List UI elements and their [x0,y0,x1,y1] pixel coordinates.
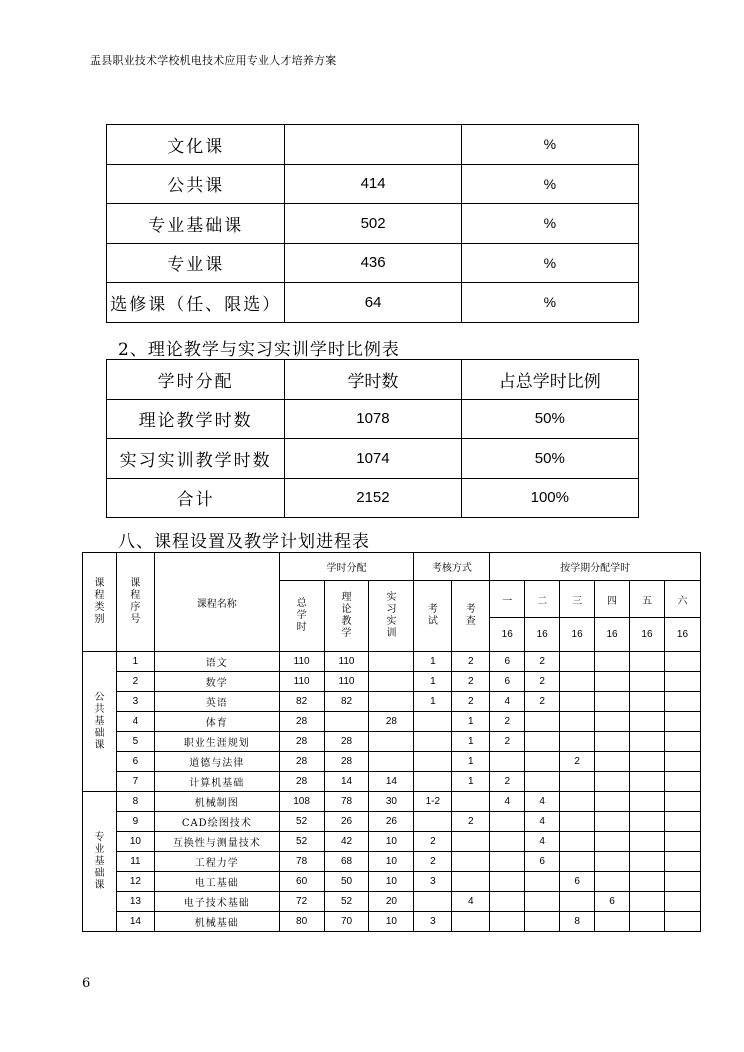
semester-hours-cell: 4 [490,792,525,812]
percent-cell: % [461,164,638,204]
table-row [107,243,639,283]
semester-hours-cell: 2 [525,692,560,712]
check-cell: 1 [452,772,490,792]
total-hours-cell: 28 [279,752,324,772]
hours-cell: 436 [285,243,461,283]
seq-cell: 2 [116,672,154,692]
practice-hours-cell: 28 [369,712,414,732]
weeks-cell: 16 [525,618,560,652]
exam-cell [414,772,452,792]
exam-cell [414,812,452,832]
seq-cell: 10 [116,832,154,852]
exam-header [414,581,452,652]
practice-hours-cell: 14 [369,772,414,792]
practice-hours-cell [369,652,414,672]
weeks-cell: 16 [630,618,665,652]
seq-header [116,553,154,652]
course-name-cell: 数学 [154,672,279,692]
semester-hours-cell [560,712,595,732]
semester-hours-cell [595,672,630,692]
course-name-header: 课程名称 [154,553,279,652]
semester-hours-cell [595,792,630,812]
table-row [107,164,639,204]
course-type-cell: 公共课 [107,164,285,204]
semester-hours-cell: 2 [525,652,560,672]
hours-cell: 2152 [285,478,461,518]
page-number: 6 [82,976,91,991]
seq-cell: 7 [116,772,154,792]
semester-hours-cell [630,912,665,932]
percent-cell: % [461,125,638,165]
semester-hours-cell [490,832,525,852]
theory-hours-cell: 110 [324,672,369,692]
semester-group-header: 按学期分配学时 [490,553,701,581]
course-name-cell: CAD绘图技术 [154,812,279,832]
total-hours-cell: 82 [279,692,324,712]
semester-hours-cell [595,692,630,712]
total-hours-cell: 110 [279,652,324,672]
total-hours-cell: 52 [279,812,324,832]
semester-hours-cell [664,912,700,932]
semester-hours-cell [560,692,595,712]
semester-header: 一 [490,581,525,618]
ratio-cell: 50% [461,439,638,479]
seq-cell: 13 [116,892,154,912]
practice-hours-cell [369,672,414,692]
semester-hours-cell [630,732,665,752]
semester-hours-cell [664,872,700,892]
semester-hours-cell [595,772,630,792]
hours-cell: 64 [285,283,461,323]
table-row [107,283,639,323]
semester-hours-cell [525,912,560,932]
practice-hours-cell: 10 [369,832,414,852]
category-cell [83,652,117,792]
semester-hours-cell [560,792,595,812]
theory-hours-cell: 52 [324,892,369,912]
semester-header: 四 [595,581,630,618]
semester-hours-cell [560,652,595,672]
semester-hours-cell [664,772,700,792]
exam-cell: 1-2 [414,792,452,812]
table-row [107,478,639,518]
vertical-text: 理 论 教 学 [341,592,352,639]
course-schedule-table [82,552,701,932]
semester-hours-cell: 6 [595,892,630,912]
total-hours-cell: 78 [279,852,324,872]
total-hours-cell: 60 [279,872,324,892]
vertical-text: 公 共 基 础 课 [94,691,105,751]
semester-hours-cell [630,672,665,692]
table-row [83,812,701,832]
semester-hours-cell [490,812,525,832]
header-cell: 占总学时比例 [461,360,638,400]
total-hours-cell: 28 [279,712,324,732]
vertical-text: 考 试 [427,604,438,627]
semester-hours-cell [664,832,700,852]
assess-group-header: 考核方式 [414,553,490,581]
table-row [107,439,639,479]
course-name-cell: 电工基础 [154,872,279,892]
practice-hours-cell: 30 [369,792,414,812]
table-row [83,712,701,732]
exam-cell: 1 [414,652,452,672]
semester-hours-cell [490,752,525,772]
course-name-cell: 互换性与测量技术 [154,832,279,852]
percent-cell: % [461,204,638,244]
semester-hours-cell [525,712,560,732]
semester-hours-cell: 4 [525,812,560,832]
semester-hours-cell [490,852,525,872]
table-row [107,399,639,439]
hours-cell: 1078 [285,399,461,439]
exam-cell: 2 [414,852,452,872]
theory-hours-cell: 28 [324,732,369,752]
seq-cell: 12 [116,872,154,892]
check-cell: 2 [452,812,490,832]
semester-hours-cell [560,852,595,872]
semester-hours-cell [560,832,595,852]
check-cell [452,852,490,872]
ratio-cell: 100% [461,478,638,518]
course-name-cell: 道德与法律 [154,752,279,772]
check-cell: 1 [452,732,490,752]
semester-hours-cell [630,712,665,732]
exam-cell: 1 [414,672,452,692]
practice-hours-cell: 26 [369,812,414,832]
semester-hours-cell [630,772,665,792]
category-cell [83,792,117,932]
percent-cell: % [461,243,638,283]
table-row [107,204,639,244]
table-row [83,672,701,692]
total-hours-cell: 52 [279,832,324,852]
theory-hours-cell: 28 [324,752,369,772]
semester-hours-cell [630,852,665,872]
theory-hours-header [324,581,369,652]
theory-hours-cell: 50 [324,872,369,892]
check-cell: 2 [452,692,490,712]
table-header-row [107,360,639,400]
table-row [83,652,701,672]
semester-hours-cell [490,892,525,912]
percent-cell: % [461,283,638,323]
seq-cell: 11 [116,852,154,872]
theory-practice-ratio-table [106,359,639,518]
theory-hours-cell: 26 [324,812,369,832]
semester-hours-cell [490,912,525,932]
semester-hours-cell [630,832,665,852]
semester-hours-cell [560,772,595,792]
seq-cell: 5 [116,732,154,752]
semester-hours-cell: 4 [525,792,560,812]
semester-header: 五 [630,581,665,618]
semester-hours-cell [595,912,630,932]
semester-hours-cell: 4 [490,692,525,712]
course-name-cell: 电子技术基础 [154,892,279,912]
course-name-cell: 机械基础 [154,912,279,932]
vertical-text: 课 程 序 号 [130,578,141,625]
semester-hours-cell [664,892,700,912]
semester-hours-cell [664,732,700,752]
check-cell: 1 [452,752,490,772]
course-name-cell: 职业生涯规划 [154,732,279,752]
semester-hours-cell [525,872,560,892]
table-row [83,872,701,892]
course-type-cell: 专业基础课 [107,204,285,244]
section-title-schedule: 八、课程设置及教学计划进程表 [118,532,370,552]
table-row [83,832,701,852]
course-type-cell: 文化课 [107,125,285,165]
semester-hours-cell: 6 [490,672,525,692]
semester-hours-cell: 2 [525,672,560,692]
total-hours-cell: 110 [279,672,324,692]
table-row [83,792,701,812]
weeks-cell: 16 [664,618,700,652]
seq-cell: 14 [116,912,154,932]
exam-cell [414,892,452,912]
exam-cell: 1 [414,692,452,712]
category-cell: 合计 [107,478,285,518]
semester-hours-cell [560,672,595,692]
category-header [83,553,117,652]
semester-hours-cell [560,812,595,832]
check-cell [452,872,490,892]
semester-hours-cell [664,712,700,732]
check-cell: 2 [452,652,490,672]
table-row [83,732,701,752]
semester-hours-cell [525,892,560,912]
semester-header: 二 [525,581,560,618]
semester-hours-cell: 8 [560,912,595,932]
exam-cell: 3 [414,872,452,892]
vertical-text: 总 学 时 [296,598,307,633]
vertical-text: 课 程 类 别 [94,578,105,625]
header-cell: 学时分配 [107,360,285,400]
course-name-cell: 工程力学 [154,852,279,872]
theory-hours-cell: 110 [324,652,369,672]
semester-hours-cell [630,692,665,712]
check-cell [452,912,490,932]
semester-hours-cell [664,672,700,692]
hours-cell: 502 [285,204,461,244]
semester-hours-cell [595,732,630,752]
theory-hours-cell [324,712,369,732]
semester-hours-cell [595,832,630,852]
semester-header: 六 [664,581,700,618]
theory-hours-cell: 42 [324,832,369,852]
semester-hours-cell [525,732,560,752]
table-row [83,892,701,912]
vertical-text: 专 业 基 础 课 [94,831,105,891]
semester-hours-cell [664,752,700,772]
check-header [452,581,490,652]
table-row [83,852,701,872]
practice-hours-cell [369,732,414,752]
weeks-cell: 16 [490,618,525,652]
total-hours-cell: 72 [279,892,324,912]
table-row [107,125,639,165]
semester-hours-cell [630,752,665,772]
theory-hours-cell: 14 [324,772,369,792]
seq-cell: 9 [116,812,154,832]
weeks-cell: 16 [560,618,595,652]
total-hours-cell: 80 [279,912,324,932]
total-hours-cell: 28 [279,732,324,752]
semester-hours-cell [630,652,665,672]
practice-hours-header [369,581,414,652]
hours-cell: 1074 [285,439,461,479]
practice-hours-cell: 20 [369,892,414,912]
semester-hours-cell [664,692,700,712]
semester-hours-cell [595,852,630,872]
semester-hours-cell: 2 [490,712,525,732]
check-cell [452,792,490,812]
semester-hours-cell [525,752,560,772]
exam-cell: 2 [414,832,452,852]
category-cell: 理论教学时数 [107,399,285,439]
practice-hours-cell: 10 [369,912,414,932]
seq-cell: 3 [116,692,154,712]
hours-cell [285,125,461,165]
theory-hours-cell: 70 [324,912,369,932]
semester-hours-cell [595,712,630,732]
semester-hours-cell [595,652,630,672]
semester-hours-cell [630,792,665,812]
semester-hours-cell [490,872,525,892]
semester-header: 三 [560,581,595,618]
semester-hours-cell [595,872,630,892]
semester-hours-cell: 6 [490,652,525,672]
check-cell: 4 [452,892,490,912]
theory-hours-cell: 78 [324,792,369,812]
semester-hours-cell [664,852,700,872]
practice-hours-cell: 10 [369,872,414,892]
exam-cell [414,752,452,772]
table-row [83,912,701,932]
course-name-cell: 计算机基础 [154,772,279,792]
semester-hours-cell [525,772,560,792]
semester-hours-cell: 2 [490,732,525,752]
theory-hours-cell: 82 [324,692,369,712]
table-row [83,772,701,792]
table-row [83,692,701,712]
theory-hours-cell: 68 [324,852,369,872]
check-cell: 1 [452,712,490,732]
semester-hours-cell [664,812,700,832]
semester-hours-cell [630,892,665,912]
semester-hours-cell [664,652,700,672]
semester-hours-cell [560,892,595,912]
course-name-cell: 机械制图 [154,792,279,812]
ratio-cell: 50% [461,399,638,439]
header-cell: 学时数 [285,360,461,400]
semester-hours-cell: 6 [560,872,595,892]
seq-cell: 8 [116,792,154,812]
vertical-text: 实 习 实 训 [386,592,397,639]
course-name-cell: 体育 [154,712,279,732]
total-hours-header [279,581,324,652]
practice-hours-cell [369,692,414,712]
exam-cell [414,712,452,732]
semester-hours-cell [595,752,630,772]
course-type-cell: 专业课 [107,243,285,283]
page-header: 盂县职业技术学校机电技术应用专业人才培养方案 [90,54,337,67]
course-name-cell: 英语 [154,692,279,712]
semester-hours-cell: 2 [560,752,595,772]
section-title-ratio: 2、理论教学与实习实训学时比例表 [118,340,400,360]
course-name-cell: 语文 [154,652,279,672]
practice-hours-cell: 10 [369,852,414,872]
practice-hours-cell [369,752,414,772]
hours-group-header: 学时分配 [279,553,414,581]
vertical-text: 考 查 [465,604,476,627]
semester-hours-cell: 6 [525,852,560,872]
semester-hours-cell [560,732,595,752]
exam-cell [414,732,452,752]
check-cell [452,832,490,852]
category-cell: 实习实训教学时数 [107,439,285,479]
semester-hours-cell [664,792,700,812]
weeks-cell: 16 [595,618,630,652]
semester-hours-cell [595,812,630,832]
total-hours-cell: 28 [279,772,324,792]
total-hours-cell: 108 [279,792,324,812]
seq-cell: 1 [116,652,154,672]
seq-cell: 6 [116,752,154,772]
semester-hours-cell [630,812,665,832]
semester-hours-cell: 2 [490,772,525,792]
hours-cell: 414 [285,164,461,204]
semester-hours-cell [630,872,665,892]
seq-cell: 4 [116,712,154,732]
check-cell: 2 [452,672,490,692]
course-hours-table [106,124,639,323]
course-type-cell: 选修课（任、限选） [107,283,285,323]
exam-cell: 3 [414,912,452,932]
table-row [83,752,701,772]
semester-hours-cell: 4 [525,832,560,852]
